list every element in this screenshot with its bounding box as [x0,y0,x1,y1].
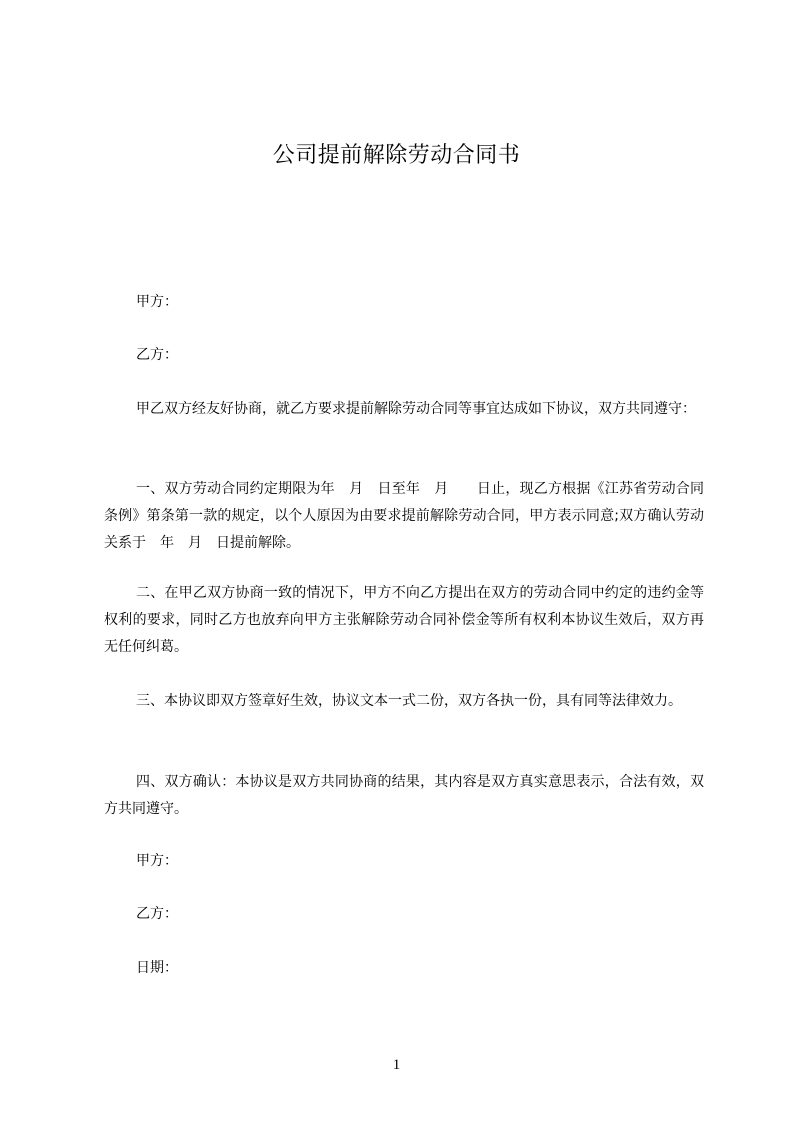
intro-paragraph: 甲乙双方经友好协商，就乙方要求提前解除劳动合同等事宜达成如下协议，双方共同遵守： [136,401,696,417]
document-title: 公司提前解除劳动合同书 [272,143,521,168]
page-number: 1 [392,1057,401,1073]
party-b-label: 乙方： [136,347,178,363]
party-a-label: 甲方： [136,294,178,310]
clause-1: 一、双方劳动合同约定期限为年 月 日至年 月 日止，现乙方根据《江苏省劳动合同条例》第条第一款的规定，以个人原因为由要求提前解除劳动合同，甲方表示同意;双方确认劳动关系于 年 月 日提前解除。 [104,481,704,551]
clause-2: 二、在甲乙双方协商一致的情况下，甲方不向乙方提出在双方的劳动合同中约定的违约金等权利的要求，同时乙方也放弃向甲方主张解除劳动合同补偿金等所有权利本协议生效后，双方再无任何纠葛。 [104,585,704,655]
date-label: 日期： [136,960,178,976]
sign-party-b-label: 乙方： [136,906,178,922]
clause-3: 三、本协议即双方签章好生效，协议文本一式二份，双方各执一份，具有同等法律效力。 [136,693,682,709]
sign-party-a-label: 甲方： [136,853,178,869]
clause-4: 四、双方确认：本协议是双方共同协商的结果，其内容是双方真实意思表示，合法有效，双方共同遵守。 [104,774,704,817]
